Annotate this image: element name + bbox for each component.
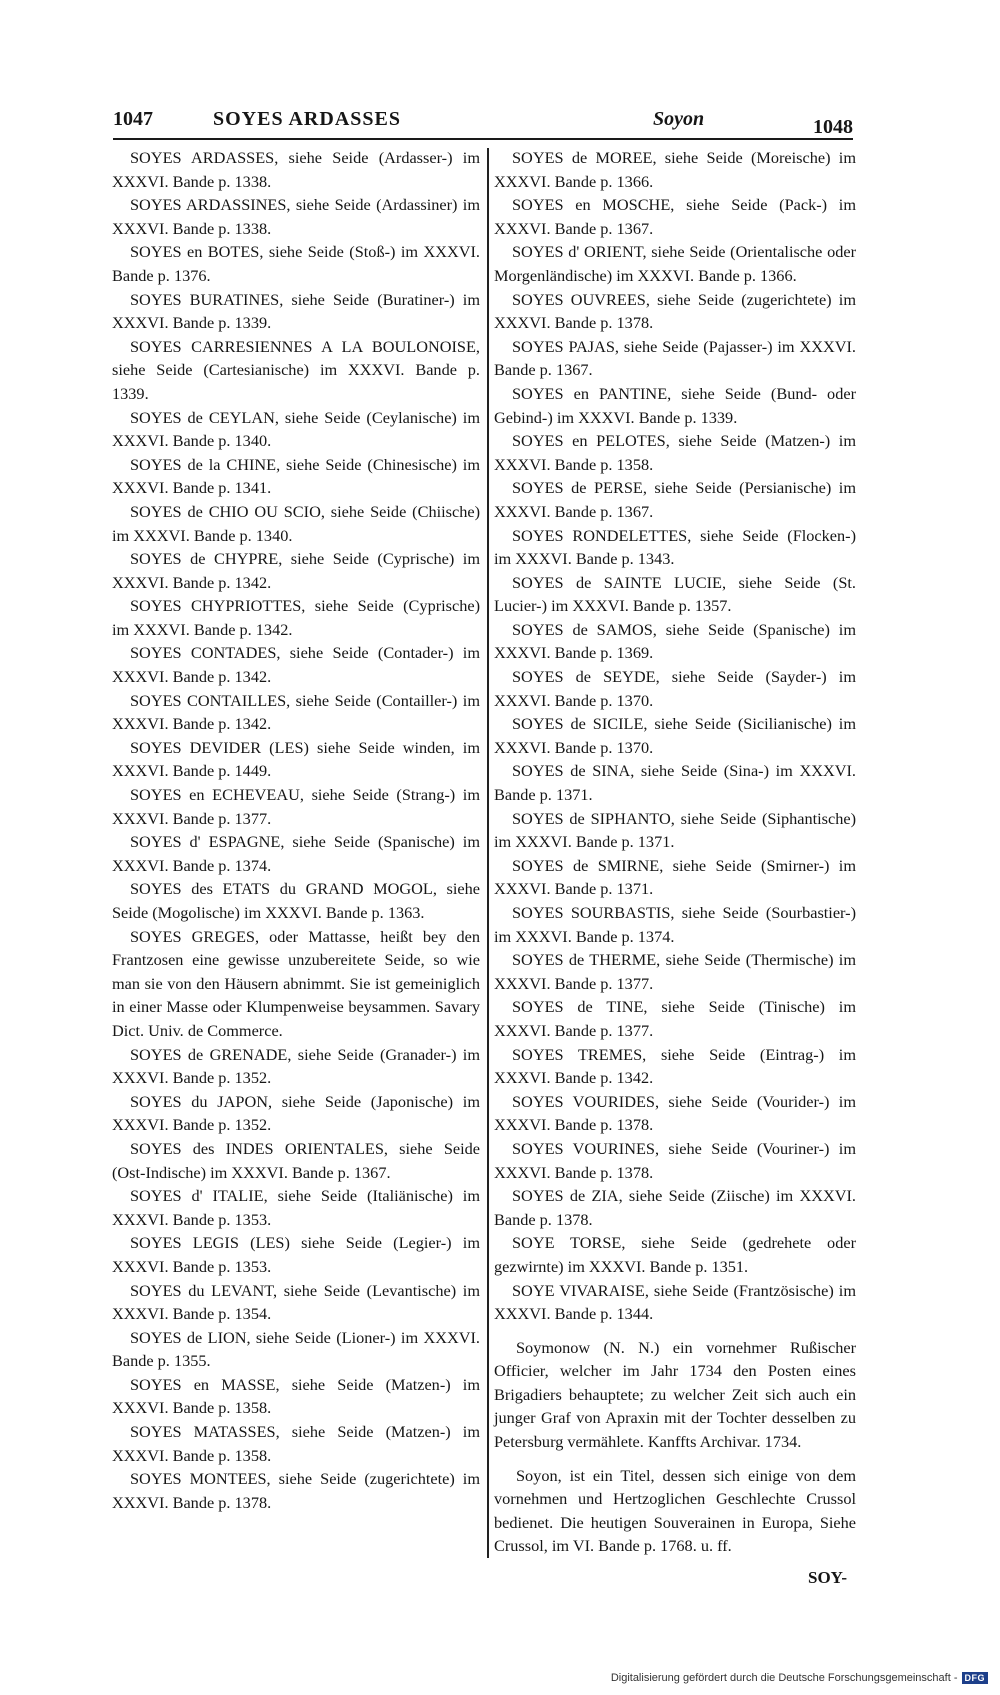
left-column — [112, 146, 480, 1514]
dictionary-entry: SOYES CARRESIENNES A LA BOULONOISE, siehe Seide (Cartesianische) im XXXVI. Bande p. 1339. — [112, 336, 480, 403]
column-divider — [487, 148, 489, 1558]
footer-credit: Digitalisierung gefördert durch die Deutsche Forschungsgemeinschaft - — [610, 1672, 958, 1684]
running-head-left: SOYES ARDASSES — [213, 108, 401, 130]
dictionary-entry: SOYES de la CHINE, siehe Seide (Chinesische) im XXXVI. Bande p. 1341. — [112, 454, 480, 498]
dictionary-entry: SOYES GREGES, oder Mattasse, heißt bey den Frantzosen eine gewisse unzubereitete Seide, so wie man sie von den Häusern abnimmt. Sie ist gemeiniglich in einer Masse oder Klumpenweise beysammen. Savary Dict. Univ. de Commerce. — [112, 926, 480, 1040]
page-number-left: 1047 — [113, 108, 153, 130]
biographical-entry: Soymonow (N. N.) ein vornehmer Rußischer Officier, welcher im Jahr 1734 den Posten eines Brigadiers behauptete; zu welcher Zeit sich auch ein junger Graf von Apraxin mit der Tochter desselben zu Petersburg vermählete. Kanffts Archivar. 1734. — [494, 1337, 856, 1452]
header-rule — [113, 138, 853, 140]
dictionary-entry: SOYES de ZIA, siehe Seide (Ziische) im XXXVI. Bande p. 1378. — [494, 1186, 856, 1229]
dictionary-entry: SOYES CONTADES, siehe Seide (Contader-) im XXXVI. Bande p. 1342. — [112, 643, 480, 687]
dictionary-entry: SOYES MONTEES, siehe Seide (zugerichtete) im XXXVI. Bande p. 1378. — [112, 1469, 480, 1512]
dictionary-entry: SOYES du JAPON, siehe Seide (Japonische) im XXXVI. Bande p. 1352. — [112, 1091, 480, 1135]
dictionary-entry: SOYES de SMIRNE, siehe Seide (Smirner-) im XXXVI. Bande p. 1371. — [494, 855, 856, 899]
dictionary-entry: SOYES OUVREES, siehe Seide (zugerichtete) im XXXVI. Bande p. 1378. — [494, 289, 856, 333]
dictionary-entry: SOYE VIVARAISE, siehe Seide (Frantzösische) im XXXVI. Bande p. 1344. — [494, 1280, 856, 1324]
dictionary-entry: SOYES de LION, siehe Seide (Lioner-) im XXXVI. Bande p. 1355. — [112, 1327, 480, 1371]
dictionary-entry: SOYES PAJAS, siehe Seide (Pajasser-) im XXXVI. Bande p. 1367. — [494, 336, 856, 380]
dictionary-entry: SOYES en MOSCHE, siehe Seide (Pack-) im XXXVI. Bande p. 1367. — [494, 195, 856, 238]
dictionary-entry: SOYES CHYPRIOTTES, siehe Seide (Cyprische) im XXXVI. Bande p. 1342. — [112, 596, 480, 639]
dictionary-entry: SOYES de SIPHANTO, siehe Seide (Siphantische) im XXXVI. Bande p. 1371. — [494, 808, 856, 852]
dictionary-entry: SOYES MATASSES, siehe Seide (Matzen-) im XXXVI. Bande p. 1358. — [112, 1422, 480, 1465]
catchword: SOY- — [808, 1568, 848, 1587]
dictionary-entry: SOYES de SAINTE LUCIE, siehe Seide (St. Lucier-) im XXXVI. Bande p. 1357. — [494, 572, 856, 616]
right-column — [494, 146, 856, 1558]
dictionary-entry: SOYES en ECHEVEAU, siehe Seide (Strang-) im XXXVI. Bande p. 1377. — [112, 785, 480, 828]
dictionary-entry: SOYES de SEYDE, siehe Seide (Sayder-) im XXXVI. Bande p. 1370. — [494, 667, 856, 710]
dictionary-entry: SOYES BURATINES, siehe Seide (Buratiner-) im XXXVI. Bande p. 1339. — [112, 289, 480, 333]
dictionary-entry: SOYES ARDASSINES, siehe Seide (Ardassiner) im XXXVI. Bande p. 1338. — [112, 195, 480, 238]
dictionary-entry: SOYES de TINE, siehe Seide (Tinische) im XXXVI. Bande p. 1377. — [494, 997, 856, 1040]
dictionary-entry: SOYES des ETATS du GRAND MOGOL, siehe Seide (Mogolische) im XXXVI. Bande p. 1363. — [112, 879, 480, 922]
running-head-right: Soyon — [653, 108, 705, 130]
dictionary-entry: SOYES de CEYLAN, siehe Seide (Ceylanische) im XXXVI. Bande p. 1340. — [112, 407, 480, 451]
dictionary-entry: SOYES de SAMOS, siehe Seide (Spanische) im XXXVI. Bande p. 1369. — [494, 619, 856, 663]
dictionary-entry: SOYES LEGIS (LES) siehe Seide (Legier-) im XXXVI. Bande p. 1353. — [112, 1233, 480, 1276]
dictionary-entry: SOYES de MOREE, siehe Seide (Moreische) im XXXVI. Bande p. 1366. — [494, 148, 856, 191]
digitization-footer — [611, 1672, 988, 1684]
dictionary-entry: SOYES de CHIO OU SCIO, siehe Seide (Chiische) im XXXVI. Bande p. 1340. — [112, 501, 480, 545]
dictionary-entry: SOYES en PELOTES, siehe Seide (Matzen-) im XXXVI. Bande p. 1358. — [494, 431, 856, 474]
dictionary-entry: SOYES de PERSE, siehe Seide (Persianische) im XXXVI. Bande p. 1367. — [494, 478, 856, 521]
dictionary-entry: SOYES en PANTINE, siehe Seide (Bund- oder Gebind-) im XXXVI. Bande p. 1339. — [494, 383, 856, 427]
dictionary-entry: SOYES de THERME, siehe Seide (Thermische) im XXXVI. Bande p. 1377. — [494, 950, 856, 993]
dfg-logo: DFG — [962, 1672, 989, 1684]
dictionary-entry: SOYES d' ITALIE, siehe Seide (Italiänische) im XXXVI. Bande p. 1353. — [112, 1186, 480, 1229]
dictionary-entry: SOYES SOURBASTIS, siehe Seide (Sourbastier-) im XXXVI. Bande p. 1374. — [494, 903, 856, 946]
dictionary-entry: SOYES VOURINES, siehe Seide (Vouriner-) im XXXVI. Bande p. 1378. — [494, 1138, 856, 1182]
dictionary-entry: SOYES RONDELETTES, siehe Seide (Flocken-) im XXXVI. Bande p. 1343. — [494, 525, 856, 569]
dictionary-entry: SOYES VOURIDES, siehe Seide (Vourider-) im XXXVI. Bande p. 1378. — [494, 1091, 856, 1135]
dictionary-entry: SOYES du LEVANT, siehe Seide (Levantische) im XXXVI. Bande p. 1354. — [112, 1280, 480, 1324]
dictionary-entry: SOYES TREMES, siehe Seide (Eintrag-) im XXXVI. Bande p. 1342. — [494, 1044, 856, 1088]
dictionary-entry: SOYES ARDASSES, siehe Seide (Ardasser-) im XXXVI. Bande p. 1338. — [112, 148, 480, 191]
dictionary-entry: SOYE TORSE, siehe Seide (gedrehete oder gezwirnte) im XXXVI. Bande p. 1351. — [494, 1233, 856, 1276]
biographical-entry: Soyon, ist ein Titel, dessen sich einige von dem vornehmen und Hertzoglichen Geschlechte Crussol bedienet. Die heutigen Souverainen in Europa, Siehe Crussol, im VI. Bande p. 1768. u. ff. — [494, 1465, 856, 1556]
dictionary-entry: SOYES d' ESPAGNE, siehe Seide (Spanische) im XXXVI. Bande p. 1374. — [112, 832, 480, 875]
dictionary-entry: SOYES CONTAILLES, siehe Seide (Contailler-) im XXXVI. Bande p. 1342. — [112, 690, 480, 734]
dictionary-entry: SOYES DEVIDER (LES) siehe Seide winden, im XXXVI. Bande p. 1449. — [112, 737, 480, 781]
dictionary-entry: SOYES des INDES ORIENTALES, siehe Seide (Ost-Indische) im XXXVI. Bande p. 1367. — [112, 1138, 480, 1182]
page-number-right: 1048 — [813, 116, 853, 138]
dictionary-entry: SOYES de SINA, siehe Seide (Sina-) im XXXVI. Bande p. 1371. — [494, 761, 856, 805]
dictionary-entry: SOYES en MASSE, siehe Seide (Matzen-) im XXXVI. Bande p. 1358. — [112, 1374, 480, 1418]
dictionary-entry: SOYES en BOTES, siehe Seide (Stoß-) im XXXVI. Bande p. 1376. — [112, 242, 480, 285]
dictionary-entry: SOYES d' ORIENT, siehe Seide (Orientalische oder Morgenländische) im XXXVI. Bande p. 1366. — [494, 242, 856, 285]
dictionary-entry: SOYES de CHYPRE, siehe Seide (Cyprische) im XXXVI. Bande p. 1342. — [112, 549, 480, 592]
dictionary-entry: SOYES de GRENADE, siehe Seide (Granader-) im XXXVI. Bande p. 1352. — [112, 1044, 480, 1088]
dictionary-entry: SOYES de SICILE, siehe Seide (Sicilianische) im XXXVI. Bande p. 1370. — [494, 714, 856, 757]
